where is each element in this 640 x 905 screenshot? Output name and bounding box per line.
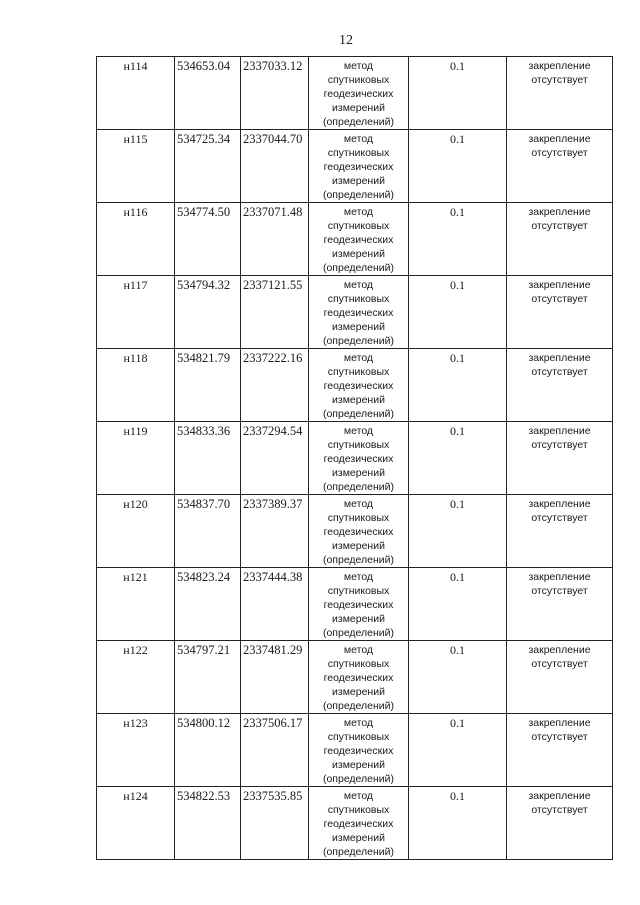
accuracy-cell: 0.1 bbox=[409, 787, 507, 860]
method-cell bbox=[309, 203, 409, 276]
method-line: спутниковых bbox=[327, 585, 390, 597]
method-line: измерений bbox=[332, 686, 385, 698]
method-cell bbox=[309, 787, 409, 860]
fixing-cell bbox=[507, 714, 613, 787]
method-line: метод bbox=[343, 206, 374, 218]
method-line: метод bbox=[343, 279, 374, 291]
method-line: (определений) bbox=[322, 554, 395, 566]
fixing-line: отсутствует bbox=[531, 512, 588, 524]
point-name-cell: н122 bbox=[97, 641, 175, 714]
accuracy-cell: 0.1 bbox=[409, 568, 507, 641]
table-row bbox=[97, 641, 613, 714]
fixing-line: закрепление bbox=[528, 717, 591, 729]
accuracy-cell: 0.1 bbox=[409, 495, 507, 568]
x-coordinate-cell: 534837.70 bbox=[175, 495, 241, 568]
method-line: метод bbox=[343, 790, 374, 802]
fixing-cell bbox=[507, 787, 613, 860]
method-line: (определений) bbox=[322, 408, 395, 420]
x-coordinate-cell: 534821.79 bbox=[175, 349, 241, 422]
fixing-line: закрепление bbox=[528, 279, 591, 291]
method-line: измерений bbox=[332, 175, 385, 187]
method-line: геодезических bbox=[323, 599, 394, 611]
fixing-line: закрепление bbox=[528, 352, 591, 364]
method-line: измерений bbox=[332, 832, 385, 844]
method-line: измерений bbox=[332, 467, 385, 479]
method-line: метод bbox=[343, 571, 374, 583]
fixing-line: отсутствует bbox=[531, 731, 588, 743]
method-line: метод bbox=[343, 644, 374, 656]
y-coordinate-cell: 2337222.16 bbox=[241, 349, 309, 422]
table-row bbox=[97, 349, 613, 422]
table-row bbox=[97, 130, 613, 203]
method-line: измерений bbox=[332, 321, 385, 333]
fixing-cell bbox=[507, 276, 613, 349]
coordinates-table-body bbox=[97, 57, 613, 860]
fixing-line: отсутствует bbox=[531, 366, 588, 378]
method-cell bbox=[309, 276, 409, 349]
method-line: геодезических bbox=[323, 526, 394, 538]
method-cell bbox=[309, 422, 409, 495]
fixing-line: закрепление bbox=[528, 790, 591, 802]
method-line: измерений bbox=[332, 102, 385, 114]
point-name-cell: н116 bbox=[97, 203, 175, 276]
fixing-cell bbox=[507, 349, 613, 422]
coordinates-table bbox=[96, 56, 613, 860]
method-line: (определений) bbox=[322, 481, 395, 493]
method-line: спутниковых bbox=[327, 293, 390, 305]
fixing-line: закрепление bbox=[528, 206, 591, 218]
method-line: спутниковых bbox=[327, 512, 390, 524]
fixing-line: отсутствует bbox=[531, 220, 588, 232]
x-coordinate-cell: 534797.21 bbox=[175, 641, 241, 714]
point-name-cell: н124 bbox=[97, 787, 175, 860]
accuracy-cell: 0.1 bbox=[409, 422, 507, 495]
fixing-cell bbox=[507, 641, 613, 714]
table-row bbox=[97, 714, 613, 787]
method-line: спутниковых bbox=[327, 731, 390, 743]
table-row bbox=[97, 422, 613, 495]
method-cell bbox=[309, 130, 409, 203]
method-line: геодезических bbox=[323, 161, 394, 173]
method-line: спутниковых bbox=[327, 804, 390, 816]
y-coordinate-cell: 2337071.48 bbox=[241, 203, 309, 276]
method-line: (определений) bbox=[322, 846, 395, 858]
method-line: измерений bbox=[332, 248, 385, 260]
y-coordinate-cell: 2337121.55 bbox=[241, 276, 309, 349]
method-line: геодезических bbox=[323, 307, 394, 319]
point-name-cell: н118 bbox=[97, 349, 175, 422]
point-name-cell: н117 bbox=[97, 276, 175, 349]
fixing-cell bbox=[507, 130, 613, 203]
fixing-line: отсутствует bbox=[531, 804, 588, 816]
method-line: геодезических bbox=[323, 88, 394, 100]
method-cell bbox=[309, 495, 409, 568]
method-line: спутниковых bbox=[327, 366, 390, 378]
method-line: (определений) bbox=[322, 116, 395, 128]
method-line: измерений bbox=[332, 394, 385, 406]
method-line: геодезических bbox=[323, 234, 394, 246]
method-line: геодезических bbox=[323, 453, 394, 465]
y-coordinate-cell: 2337481.29 bbox=[241, 641, 309, 714]
point-name-cell: н119 bbox=[97, 422, 175, 495]
method-line: метод bbox=[343, 352, 374, 364]
method-line: (определений) bbox=[322, 627, 395, 639]
method-line: спутниковых bbox=[327, 147, 390, 159]
fixing-line: закрепление bbox=[528, 571, 591, 583]
x-coordinate-cell: 534653.04 bbox=[175, 57, 241, 130]
method-line: (определений) bbox=[322, 189, 395, 201]
x-coordinate-cell: 534833.36 bbox=[175, 422, 241, 495]
method-line: геодезических bbox=[323, 380, 394, 392]
table-row bbox=[97, 568, 613, 641]
method-line: спутниковых bbox=[327, 439, 390, 451]
y-coordinate-cell: 2337033.12 bbox=[241, 57, 309, 130]
fixing-line: отсутствует bbox=[531, 74, 588, 86]
point-name-cell: н120 bbox=[97, 495, 175, 568]
method-line: измерений bbox=[332, 759, 385, 771]
point-name-cell: н121 bbox=[97, 568, 175, 641]
method-line: геодезических bbox=[323, 672, 394, 684]
method-line: измерений bbox=[332, 613, 385, 625]
fixing-cell bbox=[507, 422, 613, 495]
method-line: спутниковых bbox=[327, 74, 390, 86]
method-line: геодезических bbox=[323, 745, 394, 757]
accuracy-cell: 0.1 bbox=[409, 57, 507, 130]
y-coordinate-cell: 2337044.70 bbox=[241, 130, 309, 203]
method-cell bbox=[309, 568, 409, 641]
fixing-line: закрепление bbox=[528, 133, 591, 145]
accuracy-cell: 0.1 bbox=[409, 641, 507, 714]
fixing-line: отсутствует bbox=[531, 293, 588, 305]
method-line: метод bbox=[343, 133, 374, 145]
point-name-cell: н114 bbox=[97, 57, 175, 130]
point-name-cell: н123 bbox=[97, 714, 175, 787]
table-row bbox=[97, 495, 613, 568]
x-coordinate-cell: 534822.53 bbox=[175, 787, 241, 860]
method-cell bbox=[309, 349, 409, 422]
y-coordinate-cell: 2337535.85 bbox=[241, 787, 309, 860]
fixing-line: отсутствует bbox=[531, 439, 588, 451]
method-line: метод bbox=[343, 425, 374, 437]
table-row bbox=[97, 203, 613, 276]
accuracy-cell: 0.1 bbox=[409, 714, 507, 787]
method-line: (определений) bbox=[322, 773, 395, 785]
method-line: спутниковых bbox=[327, 220, 390, 232]
accuracy-cell: 0.1 bbox=[409, 276, 507, 349]
x-coordinate-cell: 534823.24 bbox=[175, 568, 241, 641]
method-line: метод bbox=[343, 60, 374, 72]
x-coordinate-cell: 534774.50 bbox=[175, 203, 241, 276]
method-line: (определений) bbox=[322, 700, 395, 712]
fixing-cell bbox=[507, 495, 613, 568]
table-row bbox=[97, 57, 613, 130]
fixing-cell bbox=[507, 203, 613, 276]
method-cell bbox=[309, 641, 409, 714]
method-cell bbox=[309, 57, 409, 130]
y-coordinate-cell: 2337506.17 bbox=[241, 714, 309, 787]
method-line: (определений) bbox=[322, 335, 395, 347]
fixing-line: закрепление bbox=[528, 498, 591, 510]
y-coordinate-cell: 2337294.54 bbox=[241, 422, 309, 495]
table-row bbox=[97, 276, 613, 349]
accuracy-cell: 0.1 bbox=[409, 349, 507, 422]
fixing-line: отсутствует bbox=[531, 658, 588, 670]
method-line: (определений) bbox=[322, 262, 395, 274]
y-coordinate-cell: 2337389.37 bbox=[241, 495, 309, 568]
table-row bbox=[97, 787, 613, 860]
method-cell bbox=[309, 714, 409, 787]
fixing-cell bbox=[507, 57, 613, 130]
accuracy-cell: 0.1 bbox=[409, 130, 507, 203]
accuracy-cell: 0.1 bbox=[409, 203, 507, 276]
fixing-line: закрепление bbox=[528, 644, 591, 656]
x-coordinate-cell: 534800.12 bbox=[175, 714, 241, 787]
method-line: спутниковых bbox=[327, 658, 390, 670]
x-coordinate-cell: 534794.32 bbox=[175, 276, 241, 349]
fixing-line: отсутствует bbox=[531, 147, 588, 159]
fixing-cell bbox=[507, 568, 613, 641]
x-coordinate-cell: 534725.34 bbox=[175, 130, 241, 203]
fixing-line: закрепление bbox=[528, 425, 591, 437]
method-line: геодезических bbox=[323, 818, 394, 830]
method-line: метод bbox=[343, 498, 374, 510]
method-line: измерений bbox=[332, 540, 385, 552]
y-coordinate-cell: 2337444.38 bbox=[241, 568, 309, 641]
method-line: метод bbox=[343, 717, 374, 729]
point-name-cell: н115 bbox=[97, 130, 175, 203]
page-number: 12 bbox=[339, 33, 353, 48]
fixing-line: закрепление bbox=[528, 60, 591, 72]
fixing-line: отсутствует bbox=[531, 585, 588, 597]
